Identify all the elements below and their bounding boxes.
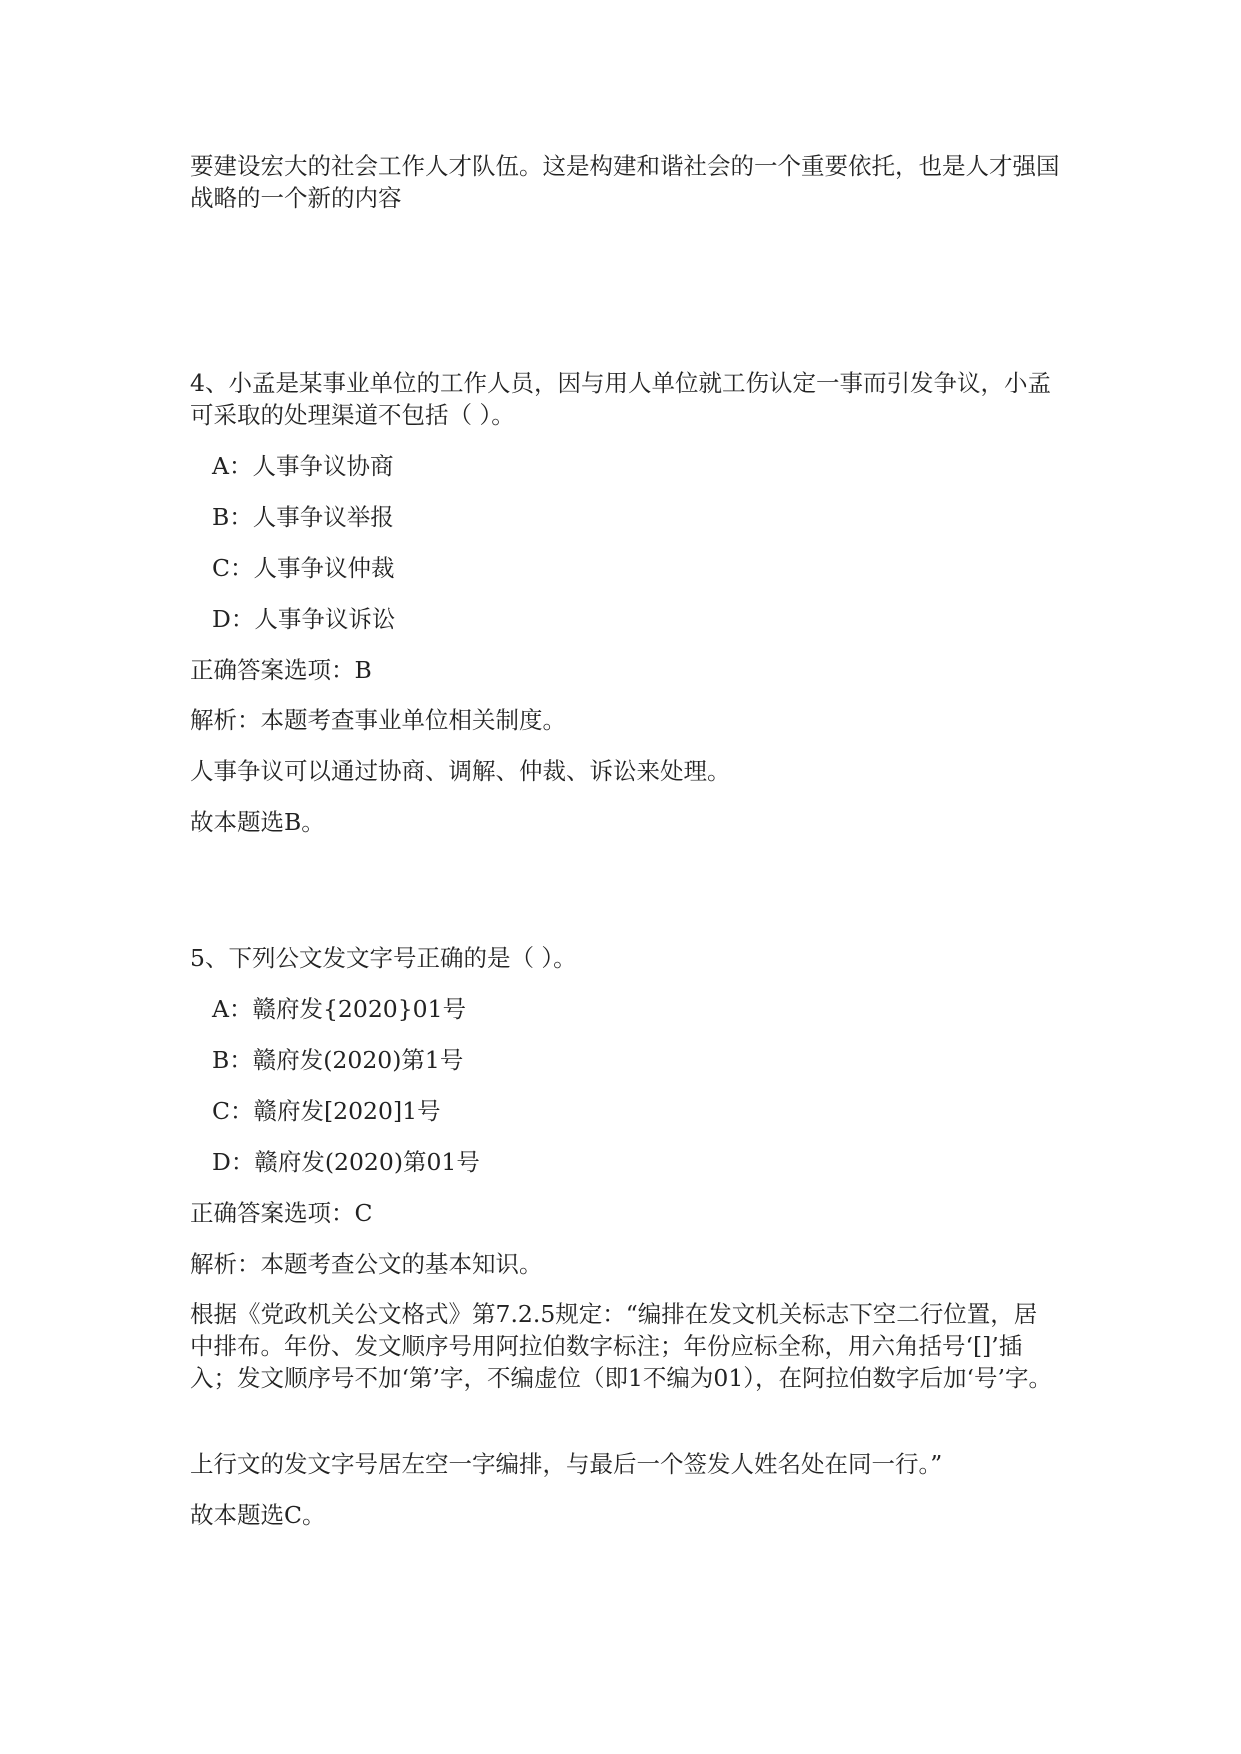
- question-5-option-a: A：赣府发{2020}01号: [212, 995, 467, 1023]
- intro-paragraph: 要建设宏大的社会工作人才队伍。这是构建和谐社会的一个重要依托，也是人才强国战略的一个新的内容: [190, 152, 1060, 212]
- question-4-option-a: A：人事争议协商: [212, 452, 394, 480]
- question-5-analysis-4: 故本题选C。: [190, 1501, 326, 1529]
- question-4-answer: 正确答案选项：B: [190, 656, 372, 684]
- question-5-option-c: C：赣府发[2020]1号: [212, 1097, 441, 1125]
- question-4-option-b: B：人事争议举报: [212, 503, 394, 531]
- question-5-answer: 正确答案选项：C: [190, 1199, 373, 1227]
- question-4-option-d: D：人事争议诉讼: [212, 605, 396, 633]
- question-5-option-b: B：赣府发(2020)第1号: [212, 1046, 464, 1074]
- question-4-stem: 4、小孟是某事业单位的工作人员，因与用人单位就工伤认定一事而引发争议，小孟可采取的处理渠道不包括（ ）。: [190, 369, 1051, 429]
- question-4-option-c: C：人事争议仲裁: [212, 554, 395, 582]
- question-5-analysis-3: 上行文的发文字号居左空一字编排，与最后一个签发人姓名处在同一行。”: [190, 1450, 943, 1478]
- question-4-analysis-2: 人事争议可以通过协商、调解、仲裁、诉讼来处理。: [190, 757, 731, 785]
- question-5-analysis-1: 解析：本题考查公文的基本知识。: [190, 1250, 543, 1278]
- question-5-analysis-2: 根据《党政机关公文格式》第7.2.5规定：“编排在发文机关标志下空二行位置，居中排布。年份、发文顺序号用阿拉伯数字标注；年份应标全称，用六角括号‘[]’插入；发文顺序号不加‘第’字，不编虚位（即1不编为01），在阿拉伯数字后加‘号’字。: [190, 1300, 1052, 1392]
- question-5-stem: 5、下列公文发文字号正确的是（ ）。: [190, 944, 577, 972]
- question-4-analysis-3: 故本题选B。: [190, 808, 325, 836]
- question-5-option-d: D：赣府发(2020)第01号: [212, 1148, 480, 1176]
- question-4-analysis-1: 解析：本题考查事业单位相关制度。: [190, 706, 566, 734]
